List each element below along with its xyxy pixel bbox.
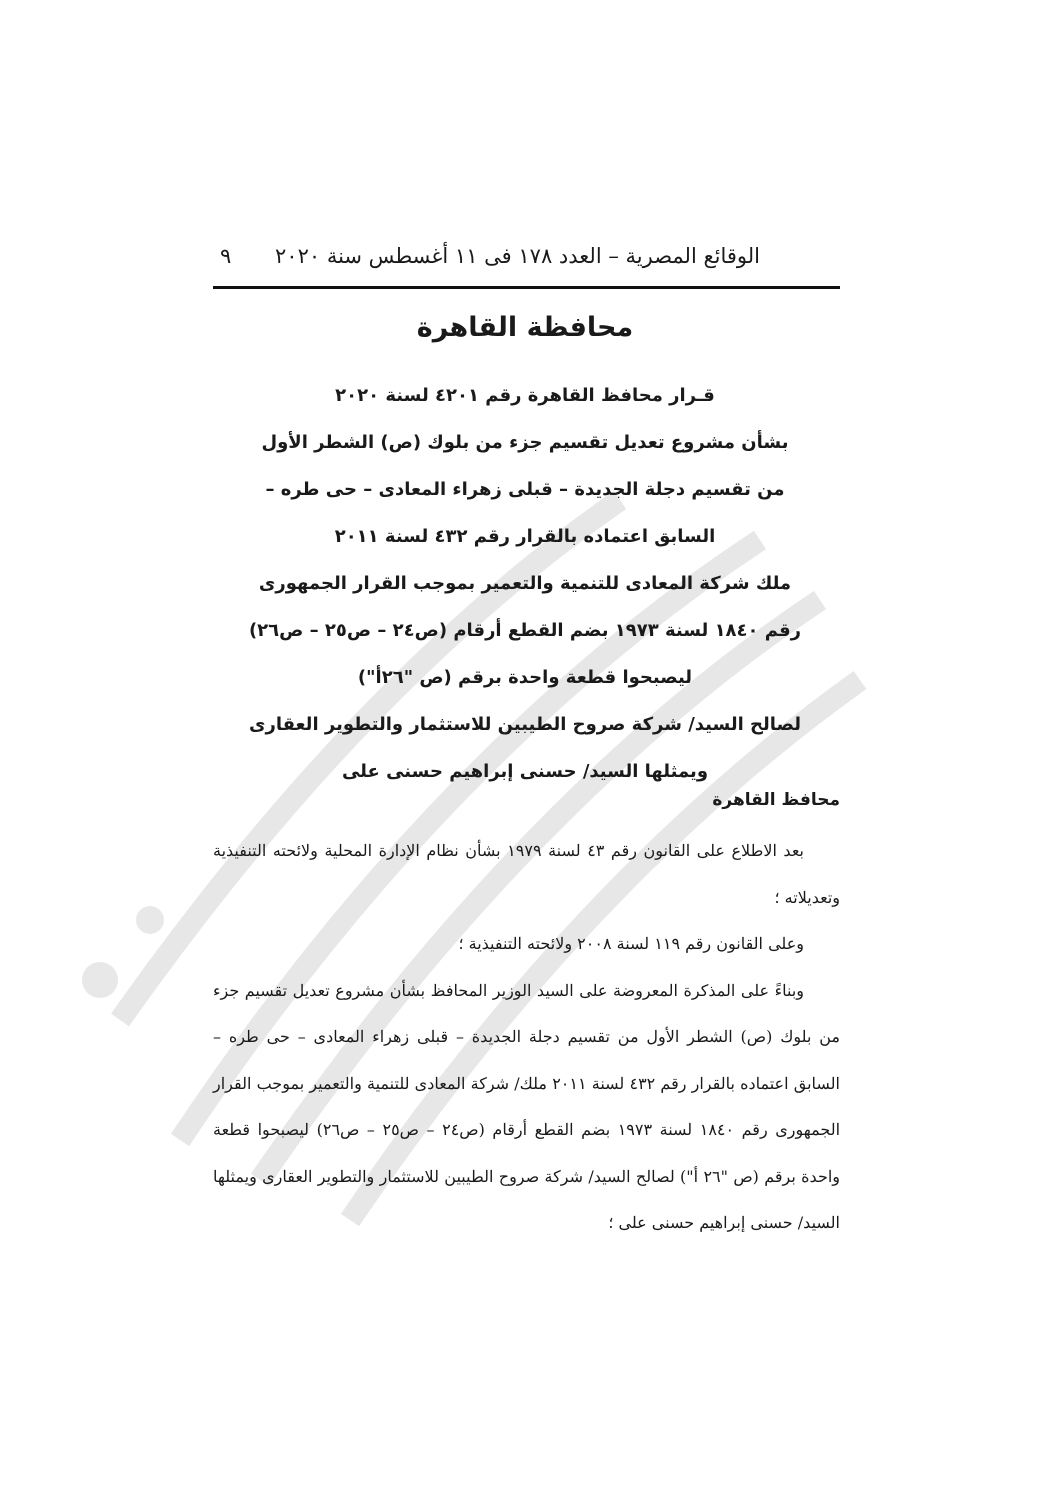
decree-title-line: السابق اعتماده بالقرار رقم ٤٣٢ لسنة ٢٠١١ — [334, 526, 716, 547]
signatory-heading: محافظ القاهرة — [712, 790, 840, 810]
page-number: ٩ — [220, 244, 232, 268]
body-paragraph: وعلى القانون رقم ١١٩ لسنة ٢٠٠٨ ولائحته التنفيذية ؛ — [458, 934, 804, 953]
decree-title-line: لصالح السيد/ شركة صروح الطيبين للاستثمار والتطوير العقارى — [248, 714, 802, 735]
gazette-header — [210, 240, 840, 280]
decree-title-block — [210, 372, 840, 795]
governorate-title: محافظة القاهرة — [416, 312, 634, 343]
body-paragraph: بعد الاطلاع على القانون رقم ٤٣ لسنة ١٩٧٩ بشأن نظام الإدارة المحلية ولائحته التنفيذية وتعديلاته ؛ — [213, 841, 840, 907]
body-paragraph: وبناءً على المذكرة المعروضة على السيد الوزير المحافظ بشأن مشروع تعديل تقسيم جزء من بلوك (ص) الشطر الأول من تقسيم دجلة الجديدة – قبلى زهراء المعادى – حى طره – السابق اعتماده بالقرار رقم ٤٣٢ لسنة ٢٠١١ ملك/ شركة المعادى للتنمية والتعمير بموجب القرار الجمهورى رقم ١٨٤٠ لسنة ١٩٧٣ بضم القطع أرقام (ص٢٤ – ص٢٥ – ص٢٦) ليصبحوا قطعة واحدة برقم (ص "٢٦ أ") لصالح السيد/ شركة صروح الطيبين للاستثمار والتطوير العقارى ويمثلها السيد/ حسنى إبراهيم حسنى على ؛ — [213, 980, 841, 1232]
decree-title-line: ويمثلها السيد/ حسنى إبراهيم حسنى على — [341, 761, 709, 782]
decree-title-line: بشأن مشروع تعديل تقسيم جزء من بلوك (ص) الشطر الأول — [261, 432, 789, 453]
decree-title-line: ليصبحوا قطعة واحدة برقم (ص "٢٦أ") — [357, 667, 693, 688]
header-divider — [213, 286, 840, 289]
decree-title-line: قـرار محافظ القاهرة رقم ٤٢٠١ لسنة ٢٠٢٠ — [335, 385, 715, 406]
decree-title-line: ملك شركة المعادى للتنمية والتعمير بموجب القرار الجمهورى — [258, 573, 792, 594]
gazette-title: الوقائع المصرية – العدد ١٧٨ فى ١١ أغسطس سنة ٢٠٢٠ — [275, 244, 760, 268]
decree-body — [213, 828, 840, 1247]
decree-title-line: من تقسيم دجلة الجديدة – قبلى زهراء المعادى – حى طره – — [265, 479, 785, 500]
decree-title-line: رقم ١٨٤٠ لسنة ١٩٧٣ بضم القطع أرقام (ص٢٤ – ص٢٥ – ص٢٦) — [248, 620, 802, 641]
